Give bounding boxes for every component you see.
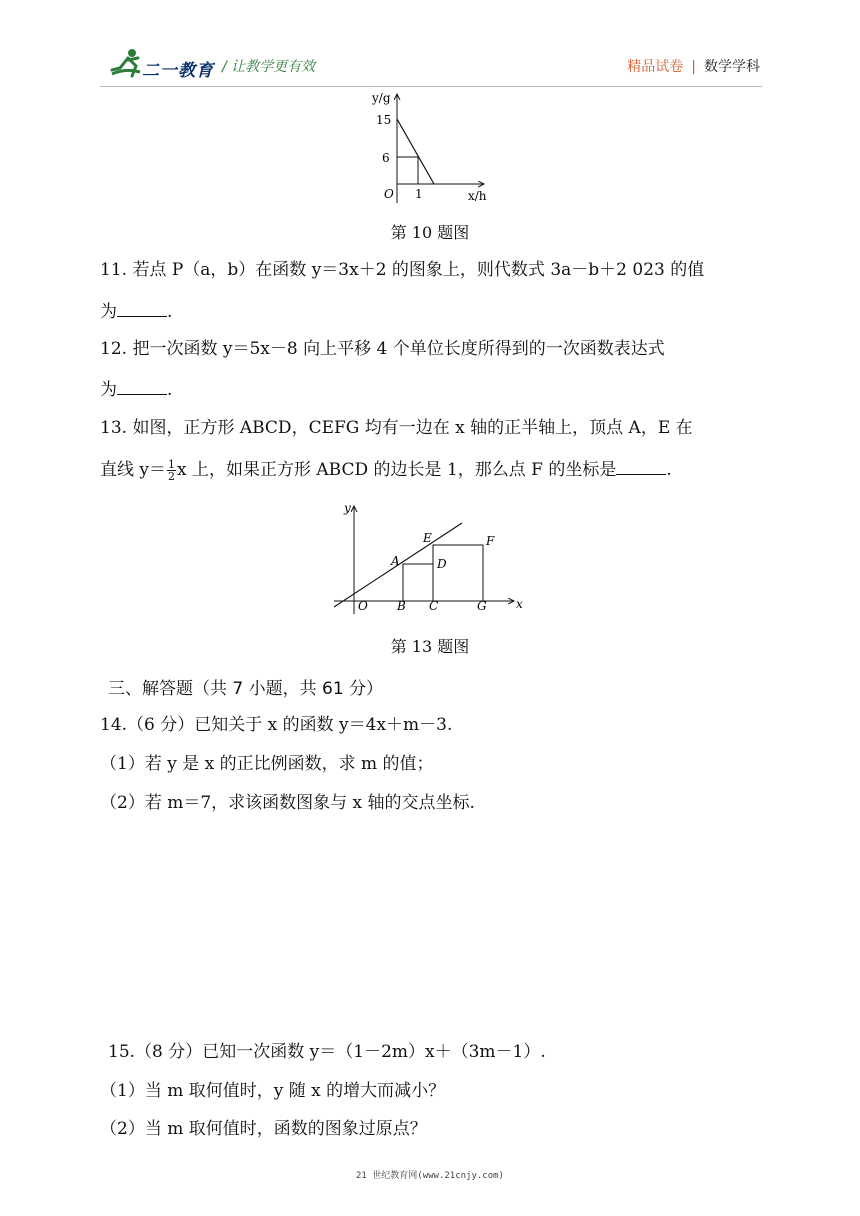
q11-suffix: . xyxy=(167,302,173,322)
figure-10-caption: 第 10 题图 xyxy=(390,223,470,242)
fig13-label-g: G xyxy=(477,599,487,613)
q12-answer-blank[interactable] xyxy=(117,376,167,395)
section-3-title: 三、解答题（共 7 小题，共 61 分） xyxy=(108,679,384,699)
fig10-y-label: y/g xyxy=(372,91,391,105)
q13-answer-blank[interactable] xyxy=(616,456,666,475)
paper-tag: 精品试卷 xyxy=(627,59,684,75)
figure-13 xyxy=(330,498,530,618)
fig13-label-b: B xyxy=(397,599,406,613)
fig10-tick-6: 6 xyxy=(382,151,390,165)
question-11-line1: 11. 若点 P（a，b）在函数 y＝3x＋2 的图象上，则代数式 3a－b＋2 023 的值 xyxy=(100,260,705,280)
question-12-line2 xyxy=(100,376,770,403)
q13-frac-num: 1 xyxy=(168,458,176,471)
question-11-line2 xyxy=(100,298,770,325)
q13-line2-b: x 上，如果正方形 ABCD 的边长是 1，那么点 F 的坐标是 xyxy=(177,460,617,480)
fig10-x-label: x/h xyxy=(468,189,487,203)
fig13-label-e: E xyxy=(423,531,432,545)
question-13-line2 xyxy=(100,456,770,483)
fig10-origin: O xyxy=(384,187,394,201)
page-footer: 21 世纪教育网(www.21cnjy.com) xyxy=(356,1171,504,1181)
question-14-stem: 14.（6 分）已知关于 x 的函数 y＝4x＋m－3. xyxy=(100,715,453,735)
fig13-y-label: y xyxy=(344,501,351,515)
question-15-part2: （2）当 m 取何值时，函数的图象过原点？ xyxy=(100,1119,427,1139)
q11-prefix: 为 xyxy=(100,302,117,322)
figure-13-caption: 第 13 题图 xyxy=(390,637,470,656)
fig13-label-a: A xyxy=(391,554,400,568)
brand-slogan: / 让教学更有效 xyxy=(222,59,316,75)
q12-prefix: 为 xyxy=(100,380,117,400)
q13-suffix: . xyxy=(666,460,672,480)
q13-fraction xyxy=(167,459,176,482)
fig13-label-o: O xyxy=(358,599,368,613)
fig13-square-cefg xyxy=(433,545,483,601)
fig10-tick-1: 1 xyxy=(415,187,423,201)
figure-10 xyxy=(360,88,500,210)
fig10-dashed-guide xyxy=(397,157,418,184)
q13-frac-den: 2 xyxy=(168,470,176,483)
question-14-part2: （2）若 m＝7，求该函数图象与 x 轴的交点坐标. xyxy=(100,793,475,813)
question-15-part1: （1）当 m 取何值时，y 随 x 的增大而减小？ xyxy=(100,1081,446,1101)
question-14-part1: （1）若 y 是 x 的正比例函数，求 m 的值； xyxy=(100,754,434,774)
fig13-label-f: F xyxy=(486,534,495,548)
question-13-line1: 13. 如图，正方形 ABCD，CEFG 均有一边在 x 轴的正半轴上，顶点 A，E 在 xyxy=(100,418,693,438)
brand-name: 二一教育 xyxy=(142,61,214,81)
question-12-line1: 12. 把一次函数 y＝5x－8 向上平移 4 个单位长度所得到的一次函数表达式 xyxy=(100,339,665,359)
fig13-label-c: C xyxy=(429,599,439,613)
q11-answer-blank[interactable] xyxy=(117,298,167,317)
question-15-stem: 15.（8 分）已知一次函数 y＝（1－2m）x＋（3m－1）. xyxy=(108,1042,546,1062)
subject-label: 数学学科 xyxy=(704,59,760,75)
fig13-square-abcd xyxy=(403,564,433,601)
fig13-label-d: D xyxy=(437,557,447,571)
page-header xyxy=(0,0,860,90)
fig13-x-label: x xyxy=(516,597,523,611)
header-divider xyxy=(100,86,762,87)
q13-line2-a: 直线 y＝ xyxy=(100,460,167,480)
fig10-graph-line xyxy=(397,119,434,184)
header-separator: | xyxy=(691,59,696,75)
fig10-tick-15: 15 xyxy=(376,113,392,127)
header-right xyxy=(627,56,760,76)
q12-suffix: . xyxy=(167,380,173,400)
